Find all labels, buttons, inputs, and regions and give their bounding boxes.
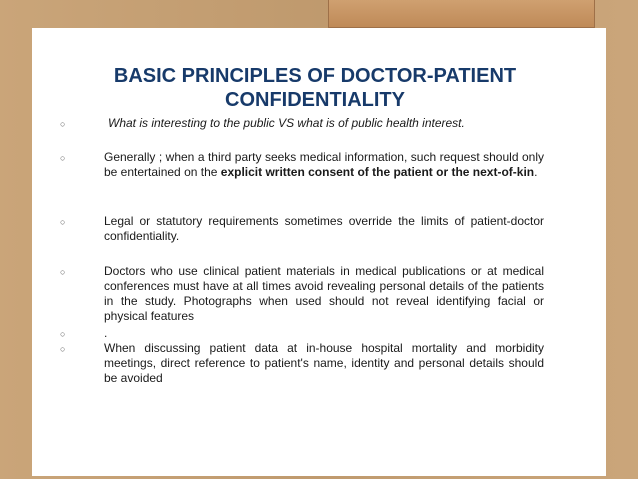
bullet-circle-icon: ○ bbox=[60, 344, 66, 354]
bullet-text-bold: explicit written consent of the patient or the next-of-kin bbox=[220, 165, 535, 179]
bullet-text: When discussing patient data at in-house hospital mortality and morbidity meetings, direct reference to patient's name, identity and personal details should be avoided bbox=[104, 341, 544, 385]
bullet-circle-icon: ○ bbox=[60, 329, 66, 339]
title-line-1: BASIC PRINCIPLES OF DOCTOR-PATIENT bbox=[113, 65, 517, 87]
bullet-circle-icon: ○ bbox=[60, 119, 66, 129]
bullet-circle-icon: ○ bbox=[60, 153, 66, 163]
page-title bbox=[72, 64, 558, 112]
bullet-circle-icon: ○ bbox=[60, 217, 66, 227]
decorative-tab bbox=[328, 0, 595, 28]
bullet-text: . bbox=[104, 326, 108, 340]
title-line-2: CONFIDENTIALITY bbox=[225, 89, 405, 111]
bullet-text: Legal or statutory requirements sometimes override the limits of patient-doctor confidentiality. bbox=[104, 214, 544, 243]
bullet-circle-icon: ○ bbox=[60, 267, 66, 277]
bullet-text: What is interesting to the public VS what is of public health interest. bbox=[108, 116, 465, 130]
bullet-text: Generally ; when a third party seeks medical information, such request should only be entertained on the explicit written consent of the patient or the next-of-kin. bbox=[104, 150, 544, 179]
bullet-text: Doctors who use clinical patient materials in medical publications or at medical conferences must have at all times avoid revealing personal details of the patients in the study. Photographs when used should not reveal identifying facial or physical features bbox=[104, 264, 544, 323]
